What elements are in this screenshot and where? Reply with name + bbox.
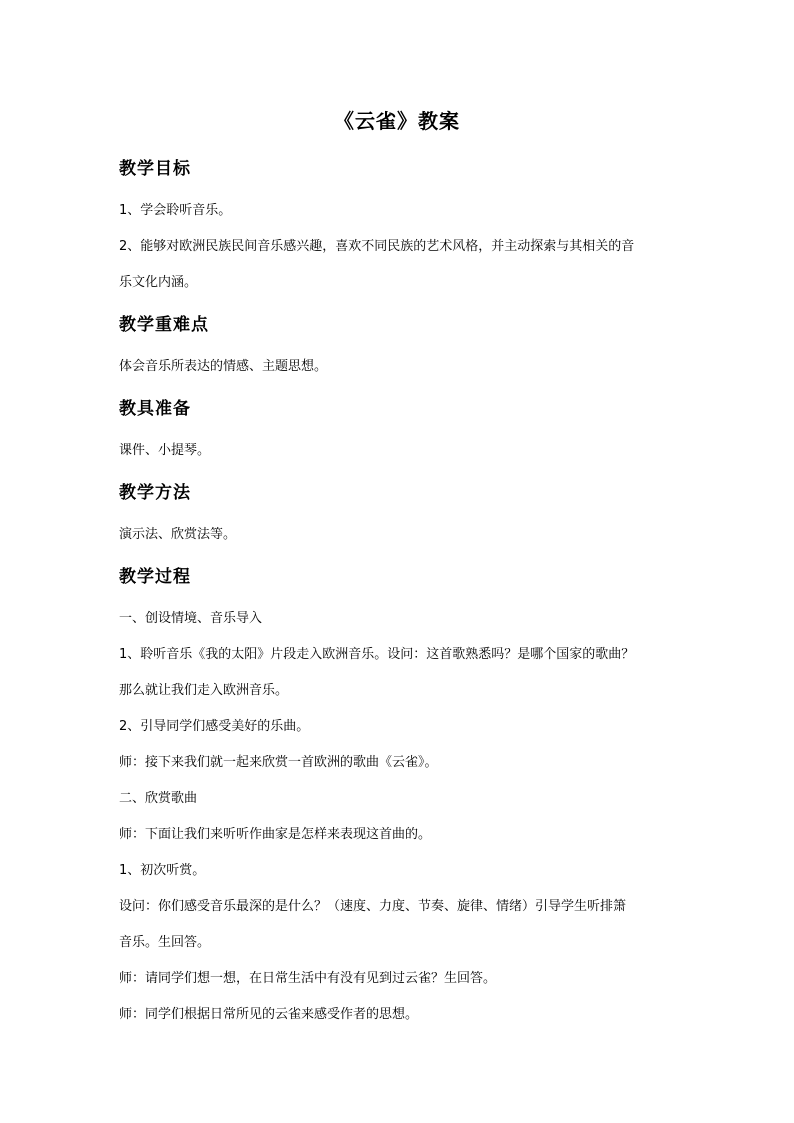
paragraph-line: 师：请同学们想一想，在日常生活中有没有见到过云雀？生回答。 — [119, 971, 497, 986]
subsection-heading: 二、欣赏歌曲 — [119, 791, 198, 806]
paragraph-line: 课件、小提琴。 — [119, 443, 211, 458]
paragraph-line: 师：接下来我们就一起来欣赏一首欧洲的歌曲《云雀》。 — [119, 755, 438, 770]
paragraph-line: 1、初次听赏。 — [119, 863, 206, 878]
paragraph-line: 师：同学们根据日常所见的云雀来感受作者的思想。 — [119, 1007, 419, 1022]
section-heading-teaching-methods: 教学方法 — [119, 483, 191, 503]
section-heading-teaching-aids: 教具准备 — [119, 399, 191, 419]
section-heading-teaching-goals: 教学目标 — [119, 159, 191, 179]
section-heading-teaching-process: 教学过程 — [119, 567, 191, 587]
paragraph-line: 1、学会聆听音乐。 — [119, 203, 232, 218]
paragraph-line: 设问：你们感受音乐最深的是什么？（速度、力度、节奏、旋律、情绪）引导学生听排箫 — [119, 899, 627, 914]
paragraph-line: 那么就让我们走入欧洲音乐。 — [119, 683, 289, 698]
paragraph-line: 体会音乐所表达的情感、主题思想。 — [119, 359, 328, 374]
paragraph-line: 2、引导同学们感受美好的乐曲。 — [119, 719, 310, 734]
paragraph-line: 1、聆听音乐《我的太阳》片段走入欧洲音乐。设问：这首歌熟悉吗？是哪个国家的歌曲？ — [119, 647, 635, 662]
document-title: 《云雀》教案 — [334, 109, 460, 133]
paragraph-line: 音乐。生回答。 — [119, 935, 211, 950]
paragraph-line: 师：下面让我们来听听作曲家是怎样来表现这首曲的。 — [119, 827, 432, 842]
paragraph-line: 演示法、欣赏法等。 — [119, 527, 237, 542]
section-heading-key-difficulties: 教学重难点 — [119, 315, 209, 335]
paragraph-line: 2、能够对欧洲民族民间音乐感兴趣，喜欢不同民族的艺术风格，并主动探索与其相关的音 — [119, 239, 635, 254]
subsection-heading: 一、创设情境、音乐导入 — [119, 611, 263, 626]
paragraph-line: 乐文化内涵。 — [119, 275, 198, 290]
